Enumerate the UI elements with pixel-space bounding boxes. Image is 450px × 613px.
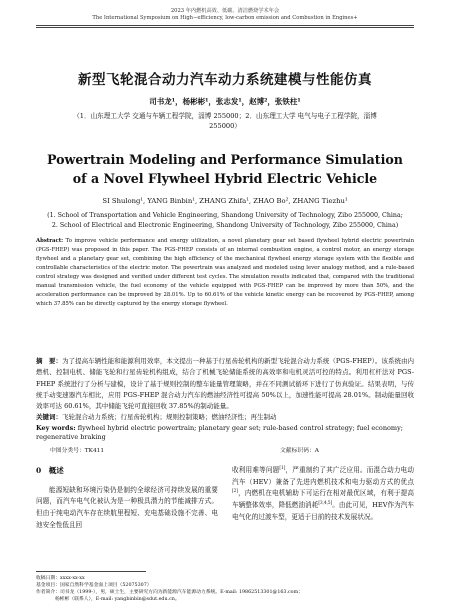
paper-title-en: Powertrain Modeling and Performance Simulation of a Novel Flywheel Hybrid Electric Vehicle (47, 152, 403, 186)
conference-name-en: The International Symposium on High−efficiency, low-carbon emission and Combustion in Engines+ (92, 15, 358, 21)
abstract-text: To improve vehicle performance and energy utilization, a novel planetary gear set based flywheel hybrid electric powertrain (PGS-FHEP) was proposed in this paper. The PGS-FHEP consists of an internal combustion engine, a control motor, an energy storage flywheel and a planetary gear set, combining the high efficiency of the mechanical flywheel energy storage system with the flexible and controllable characteristics of the electric motor. The powertrain was analyzed and modeled using lever analogy method, and a rule-based control strategy was designed and verified under different test cycles. The simulation results indicated that, compared with the traditional manual transmission vehicle, the fuel economy of the vehicle equipped with PGS-FHEP can be improved by more than 50%, and the acceleration performance can be improved by 28.01%. Up to 60.61% of the vehicle kinetic energy can be recovered by PGS-FHEP, among which 37.85% can be directly captured by the energy storage flywheel. (36, 238, 414, 307)
document-code: 文献标识码：A (280, 448, 319, 454)
header-rule-thin (36, 27, 414, 28)
body-text: 收利用难等问题 (232, 466, 280, 474)
footnote-contact: 杨彬彬（联系人），E-mail: yangbinbin@sdut.edu.cn。 (55, 597, 180, 602)
citation-ref[interactable]: [2] (232, 488, 238, 494)
author-list-cn: 司书龙¹，杨彬彬¹，张志发¹，赵博²，张铁柱¹ (149, 97, 301, 106)
footnote-author-bio: 作者简介：司书龙（1999-），男，硕士生，主要研究方向为新能源汽车能源动力系统。E-mail: 19862513301@163.com； (36, 590, 303, 595)
abstract-cn-label: 摘 要： (36, 357, 63, 365)
citation-ref[interactable]: [3,4,5] (318, 499, 333, 505)
abstract-label: Abstract: (36, 238, 64, 244)
body-text: ，严重制约了其广泛应用。而混合动力电动汽车（HEV）兼备了先进内燃机技术和电力驱动方式的优点 (232, 466, 415, 486)
keywords-cn-label: 关键词： (36, 413, 62, 421)
keywords-cn-text: 飞轮混合动力系统；行星齿轮机构；规则控制策略；燃油经济性；再生制动 (62, 413, 277, 421)
footnote-received: 收稿日期：xxxx-xx-xx (36, 576, 85, 581)
body-paragraph: 能源短缺和环境污染仍是制约全球经济可持续发展的重要问题，而汽车电气化被认为是一种极具潜力的节能减排方式。但由于纯电动汽车存在续航里程短、充电基础设施不完善、电池安全性低且回 (36, 485, 218, 529)
body-column-right (232, 465, 414, 524)
keywords-en-text: flywheel hybrid electric powertrain; planetary gear set; rule-based control strategy; fuel economy; regenerative braking (36, 424, 403, 441)
affiliation-cn: （1．山东理工大学 交通与车辆工程学院，淄博 255000；2．山东理工大学 电气与电子工程学院，淄博 255000） (73, 112, 377, 130)
keywords-en (36, 424, 414, 442)
keywords-en-label: Key words: (36, 424, 76, 432)
author-list-en: SI Shulong¹, YANG Binbin¹, ZHANG Zhifa¹, ZHAO Bo², ZHANG Tiezhu¹ (102, 197, 348, 205)
abstract-en (36, 237, 414, 309)
citation-ref[interactable]: [1] (279, 464, 286, 470)
keywords-cn (36, 413, 414, 422)
body-paragraph-continued (232, 465, 414, 524)
body-text: ，内燃机在电机辅助下可运行在相对最优区域，有利于提高车辆整体效率，降低燃油消耗 (232, 489, 414, 510)
section-heading: 0 概述 (36, 466, 64, 475)
conference-name-cn: 2023 年内燃机高效、低碳、清洁燃烧学术年会 (170, 8, 280, 14)
conference-header (0, 8, 450, 22)
body-column-left (36, 465, 218, 532)
footnote-rule (36, 571, 146, 572)
abstract-cn (36, 356, 414, 412)
body-text: 。由此可见，HEV作为汽车电气化的过渡车型，更适于目前的技术发展状况。 (232, 501, 415, 521)
affiliation-en-line: 2. School of Electrical and Electronic Engineering, Shandong University of Technology, Zibo 255000, China) (51, 221, 399, 229)
footnote-funding: 基金项目：国家自然科学基金面上项目（52075307） (36, 583, 152, 588)
header-rule (36, 25, 414, 26)
affiliation-en-line: (1. School of Transportation and Vehicle Engineering, Shandong University of Technology, Zibo 255000, China; (47, 212, 403, 219)
clc-number: 中图分类号：TK411 (50, 448, 105, 454)
affiliation-en (30, 211, 420, 230)
paper-title-cn: 新型飞轮混合动力汽车动力系统建模与性能仿真 (78, 72, 372, 88)
abstract-cn-text: 为了提高车辆性能和能源利用效率，本文提出一种基于行星齿轮机构的新型飞轮混合动力系统（PGS-FHEP）。该系统由内燃机、控制电机、储能飞轮和行星齿轮机构组成，结合了机械飞轮储能系统的高效率和电机灵活可控的特点。利用杠杆法对 PGS-FHEP 系统进行了分析与建模，设计了基于规则控制的整车能量管理策略，并在不同测试循环下进行了仿真验证。结果表明，与传统手动变速器汽车相比，应用 PGS-FHEP 混合动力汽车的燃油经济性可提高 50%以上，加速性能可提高 28.01%。制动能量回收效率可达 60.61%，其中储能飞轮可直接回收 37.85%的制动能量。 (36, 357, 415, 411)
